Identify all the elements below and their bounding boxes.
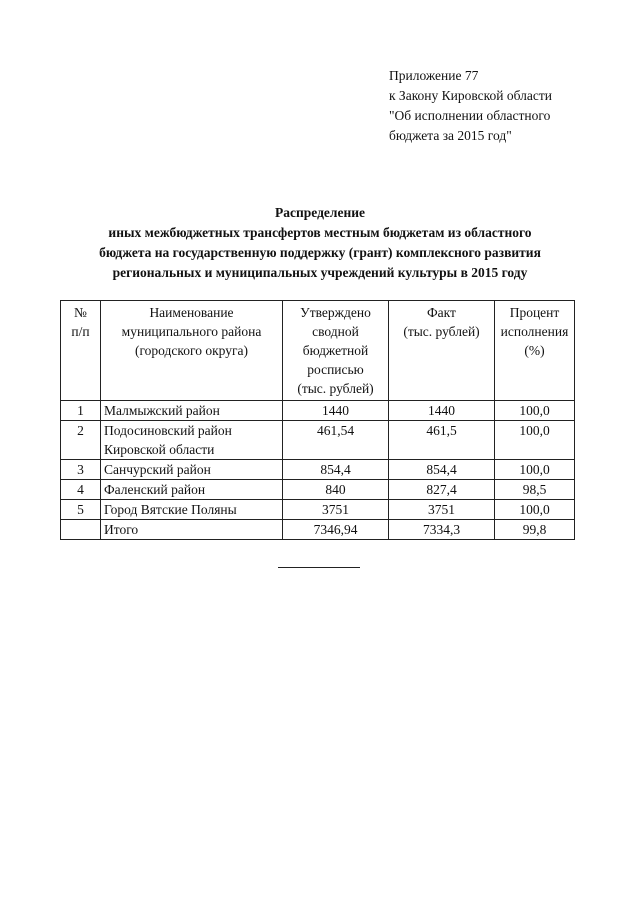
cell-approved: 7346,94: [283, 520, 389, 540]
cell-fact: 7334,3: [389, 520, 495, 540]
transfers-table: [60, 300, 575, 540]
cell-num: [61, 520, 101, 540]
cell-num: 4: [61, 480, 101, 500]
cell-name: Малмыжский район: [101, 401, 283, 421]
table-row: [61, 480, 575, 500]
appendix-block: [389, 66, 619, 146]
cell-num: 3: [61, 460, 101, 480]
cell-approved: 3751: [283, 500, 389, 520]
header-percent: Процент исполнения (%): [495, 301, 575, 401]
cell-name: Итого: [101, 520, 283, 540]
appendix-line: Приложение 77: [389, 68, 479, 83]
cell-percent: 100,0: [495, 500, 575, 520]
table-total-row: [61, 520, 575, 540]
table-row: [61, 421, 575, 460]
cell-name: Город Вятские Поляны: [101, 500, 283, 520]
cell-name: Фаленский район: [101, 480, 283, 500]
end-divider-line: [278, 567, 360, 568]
cell-percent: 98,5: [495, 480, 575, 500]
table-row: [61, 500, 575, 520]
appendix-line: к Закону Кировской области: [389, 88, 553, 103]
cell-name: Подосиновский район Кировской области: [101, 421, 283, 460]
title-line: иных межбюджетных трансфертов местным бюджетам из областного: [108, 225, 532, 240]
cell-fact: 1440: [389, 401, 495, 421]
cell-fact: 827,4: [389, 480, 495, 500]
cell-percent: 100,0: [495, 460, 575, 480]
cell-approved: 1440: [283, 401, 389, 421]
cell-fact: 3751: [389, 500, 495, 520]
title-line: региональных и муниципальных учреждений культуры в 2015 году: [112, 265, 528, 280]
title-line: Распределение: [274, 205, 366, 220]
cell-percent: 100,0: [495, 401, 575, 421]
cell-num: 2: [61, 421, 101, 460]
cell-approved: 854,4: [283, 460, 389, 480]
cell-fact: 461,5: [389, 421, 495, 460]
table-header-row: [61, 301, 575, 401]
header-name: Наименование муниципального района (городского округа): [101, 301, 283, 401]
appendix-line: бюджета за 2015 год": [389, 128, 512, 143]
header-fact: Факт (тыс. рублей): [389, 301, 495, 401]
table-row: [61, 460, 575, 480]
header-approved: Утверждено сводной бюджетной росписью (тыс. рублей): [283, 301, 389, 401]
table-row: [61, 401, 575, 421]
header-num: № п/п: [61, 301, 101, 401]
document-title: [40, 203, 600, 283]
appendix-line: "Об исполнении областного: [389, 108, 551, 123]
title-line: бюджета на государственную поддержку (грант) комплексного развития: [99, 245, 541, 260]
cell-num: 1: [61, 401, 101, 421]
cell-approved: 840: [283, 480, 389, 500]
cell-percent: 100,0: [495, 421, 575, 460]
cell-approved: 461,54: [283, 421, 389, 460]
cell-percent: 99,8: [495, 520, 575, 540]
cell-fact: 854,4: [389, 460, 495, 480]
cell-name: Санчурский район: [101, 460, 283, 480]
cell-num: 5: [61, 500, 101, 520]
